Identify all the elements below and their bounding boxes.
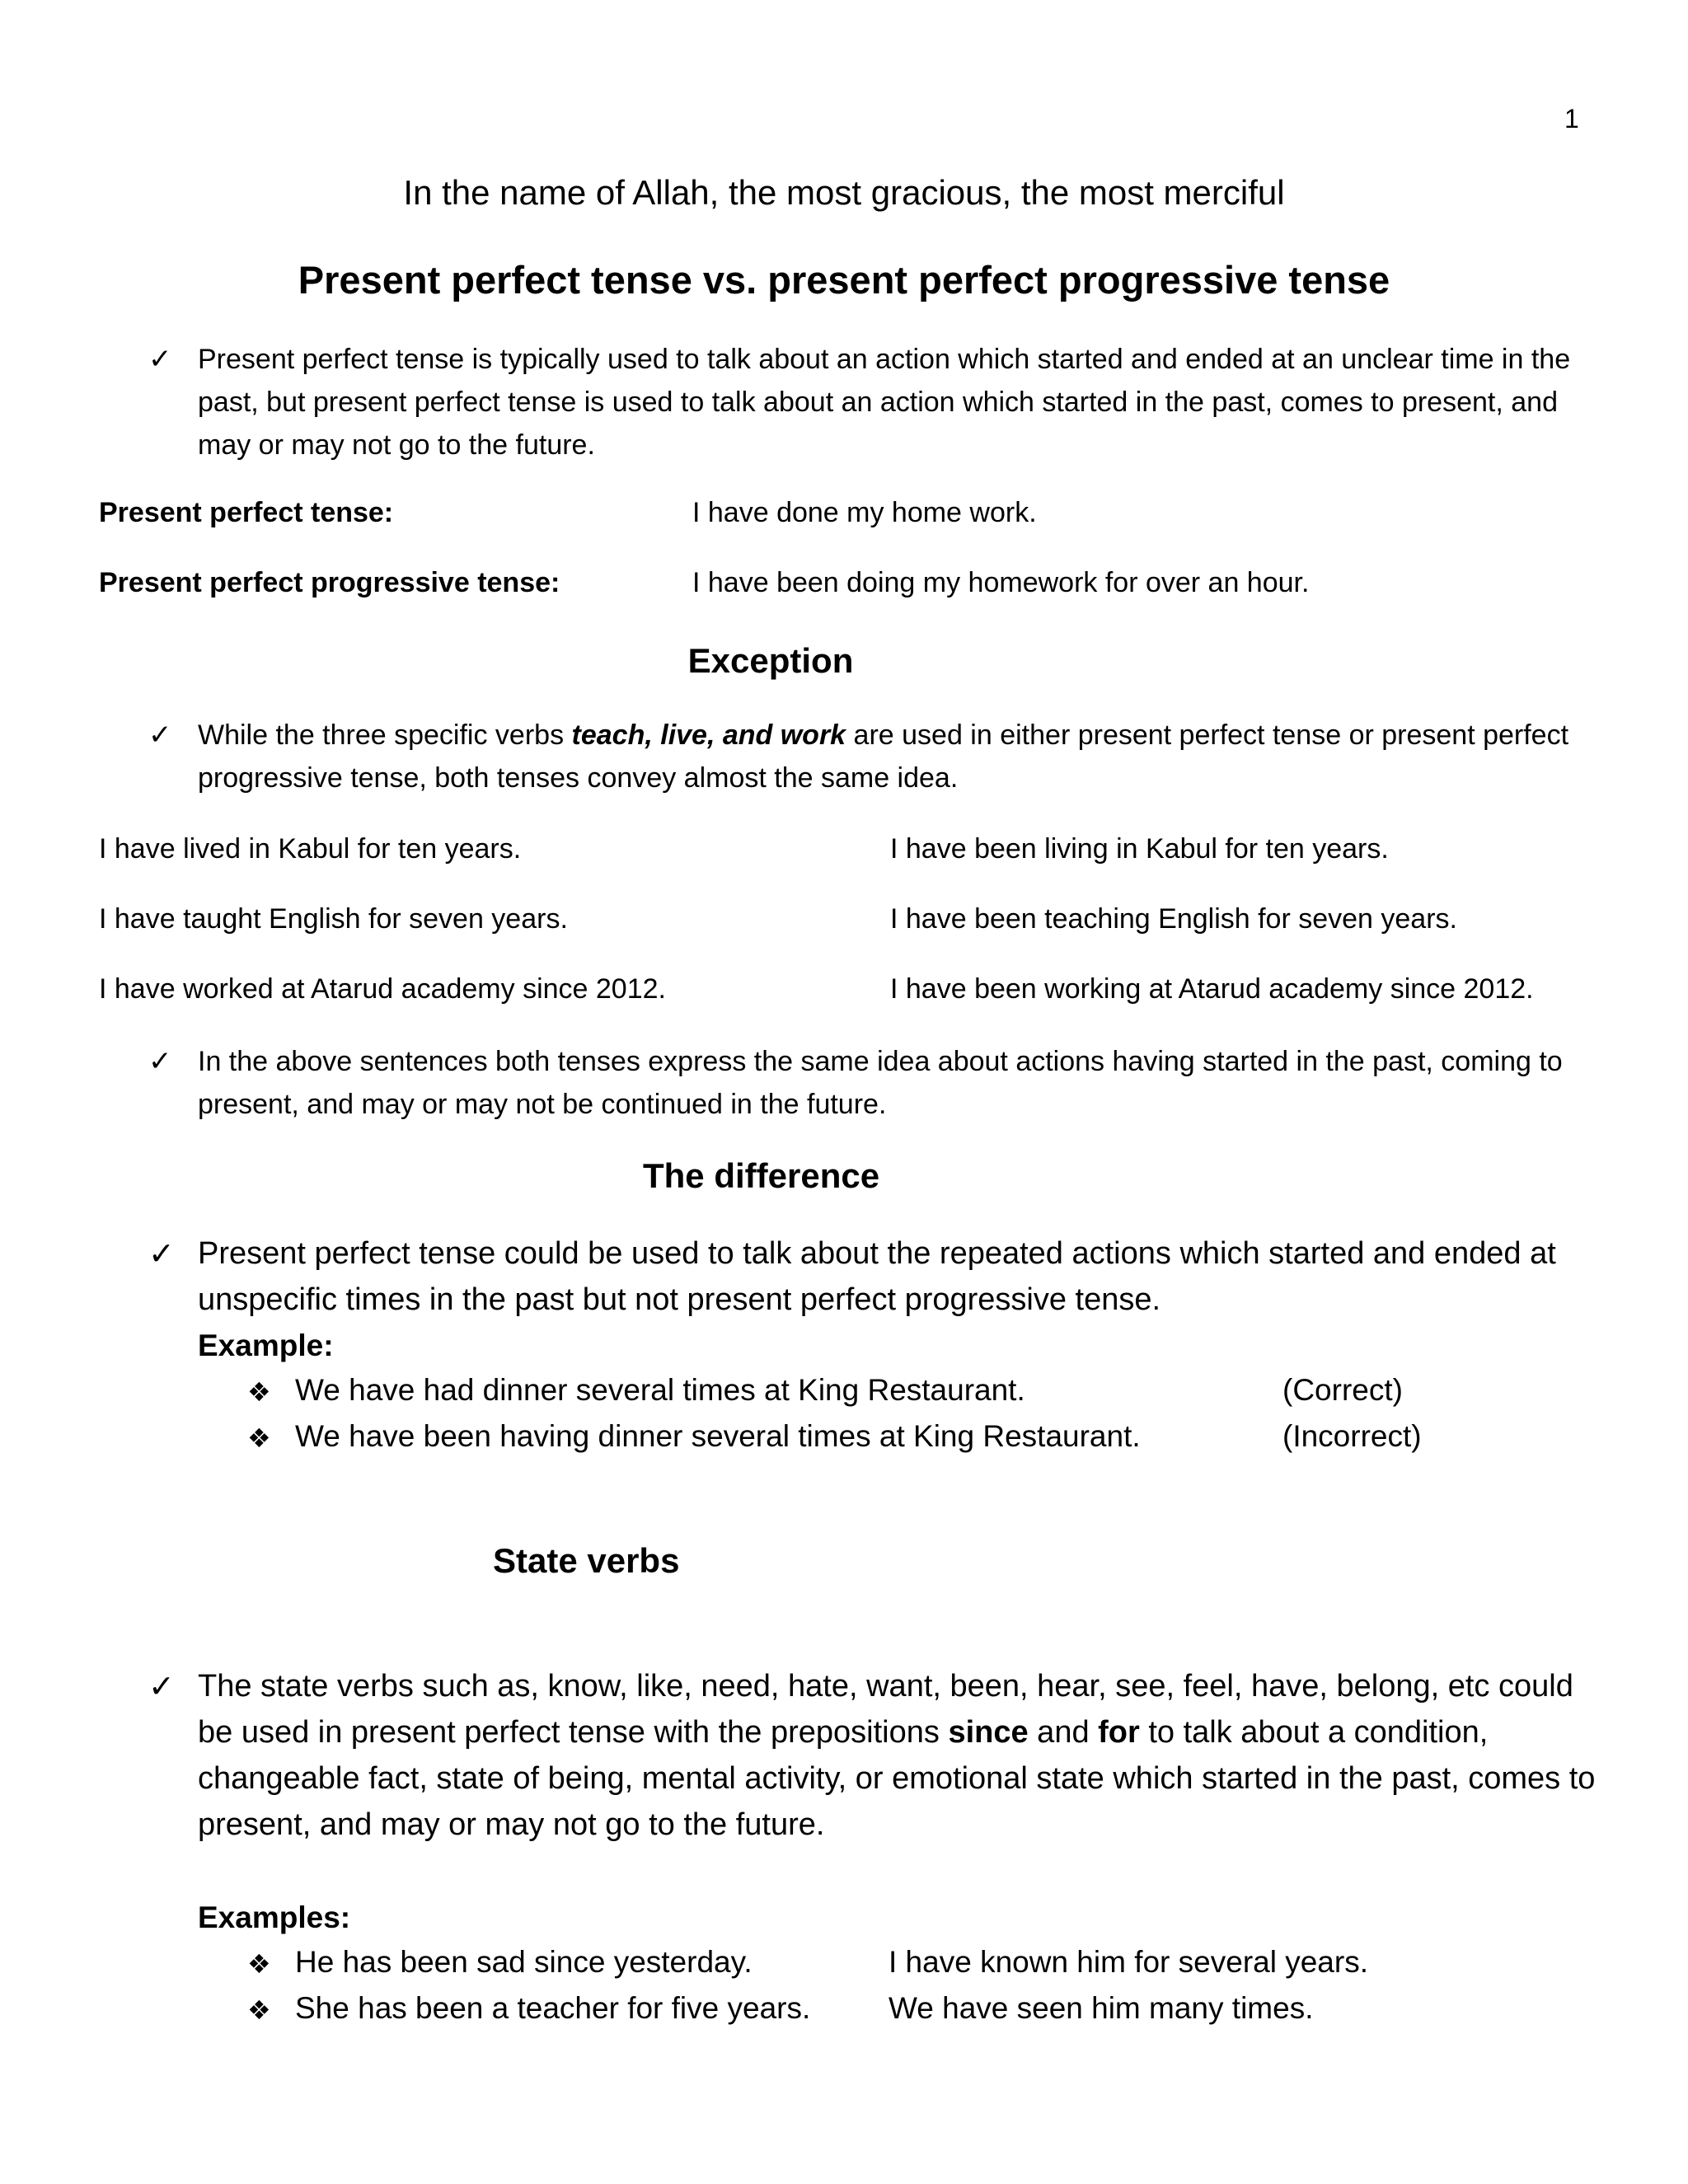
four-diamond-bullet-icon: ❖ (247, 1376, 271, 1408)
checkmark-icon: ✓ (148, 1235, 175, 1272)
intro-bullet-text: Present perfect tense is typically used to talk about an action which started and ended at an unclear time in the past, but present perfect tense is used to talk about an action which started in the past, comes to present, and may or may not go to the future. (198, 344, 1571, 461)
exception-emphasis: teach, live, and work (571, 719, 846, 751)
checkmark-icon: ✓ (148, 1045, 172, 1078)
examples-label: Examples: (198, 1900, 351, 1934)
exception-bullet-2-text: In the above sentences both tenses express the same idea about actions having started in the past, coming to present, and may or may not be continued in the future. (198, 1046, 1563, 1120)
definition-example: I have done my home work. (692, 497, 1037, 528)
four-diamond-bullet-icon: ❖ (247, 1948, 271, 1980)
example-sentence: We have had dinner several times at King Restaurant. (295, 1373, 1025, 1407)
pair-right: I have been teaching English for seven years. (890, 903, 1457, 935)
exception-bullet-text (198, 714, 1599, 799)
state-verbs-text-2: to talk about a condition, changeable fact, state of being, mental activity, or emotional state which started in the past, comes to present, and may or may not go to the future. (198, 1715, 1596, 1842)
exception-bullet-2 (148, 1040, 1599, 1131)
state-example-left: She has been a teacher for five years. (295, 1991, 811, 2025)
pair-right: I have been living in Kabul for ten years. (890, 833, 1389, 865)
section-heading-difference: The difference (643, 1156, 880, 1195)
exception-bullet (148, 714, 1599, 804)
checkmark-icon: ✓ (148, 719, 172, 752)
header-line: In the name of Allah, the most gracious, the most merciful (403, 173, 1285, 212)
exception-text-before: While the three specific verbs (198, 719, 572, 751)
four-diamond-bullet-icon: ❖ (247, 1994, 271, 2026)
exception-text-after: are used in either present perfect tense or present perfect progressive tense, both tenses convey almost the same idea. (198, 719, 1569, 794)
checkmark-icon: ✓ (148, 343, 172, 376)
example-verdict: (Incorrect) (1282, 1419, 1422, 1453)
since-word: since (948, 1715, 1029, 1750)
difference-bullet (148, 1230, 1599, 1329)
definition-example: I have been doing my homework for over an hour. (692, 567, 1310, 598)
four-diamond-bullet-icon: ❖ (247, 1422, 271, 1454)
section-heading-exception: Exception (687, 641, 854, 680)
page-title: Present perfect tense vs. present perfect progressive tense (298, 258, 1390, 302)
state-example-left: He has been sad since yesterday. (295, 1945, 753, 1979)
pair-left: I have worked at Atarud academy since 2012. (99, 973, 666, 1005)
pair-left: I have lived in Kabul for ten years. (99, 833, 522, 865)
pair-right: I have been working at Atarud academy since 2012. (890, 973, 1534, 1005)
pair-left: I have taught English for seven years. (99, 903, 568, 935)
for-word: for (1098, 1715, 1140, 1750)
page-number: 1 (1564, 104, 1579, 134)
state-verbs-bullet-text (198, 1663, 1599, 1848)
state-example-right: I have known him for several years. (889, 1945, 1368, 1979)
example-verdict: (Correct) (1282, 1373, 1403, 1407)
definition-label: Present perfect tense: (99, 497, 394, 528)
and-word: and (1028, 1715, 1099, 1750)
state-verbs-bullet (148, 1663, 1599, 1853)
difference-bullet-text: Present perfect tense could be used to talk about the repeated actions which started and ended at unspecific times in the past but not present perfect progressive tense. (198, 1236, 1556, 1317)
state-verbs-text-1: The state verbs such as, know, like, need, hate, want, been, hear, see, feel, have, belong, etc could be used in present perfect tense with the prepositions (198, 1669, 1573, 1750)
intro-bullet (148, 338, 1599, 470)
checkmark-icon: ✓ (148, 1668, 175, 1704)
definition-label: Present perfect progressive tense: (99, 567, 560, 598)
example-sentence: We have been having dinner several times at King Restaurant. (295, 1419, 1141, 1453)
example-label: Example: (198, 1329, 334, 1362)
section-heading-state-verbs: State verbs (493, 1541, 680, 1580)
state-example-right: We have seen him many times. (889, 1991, 1314, 2025)
